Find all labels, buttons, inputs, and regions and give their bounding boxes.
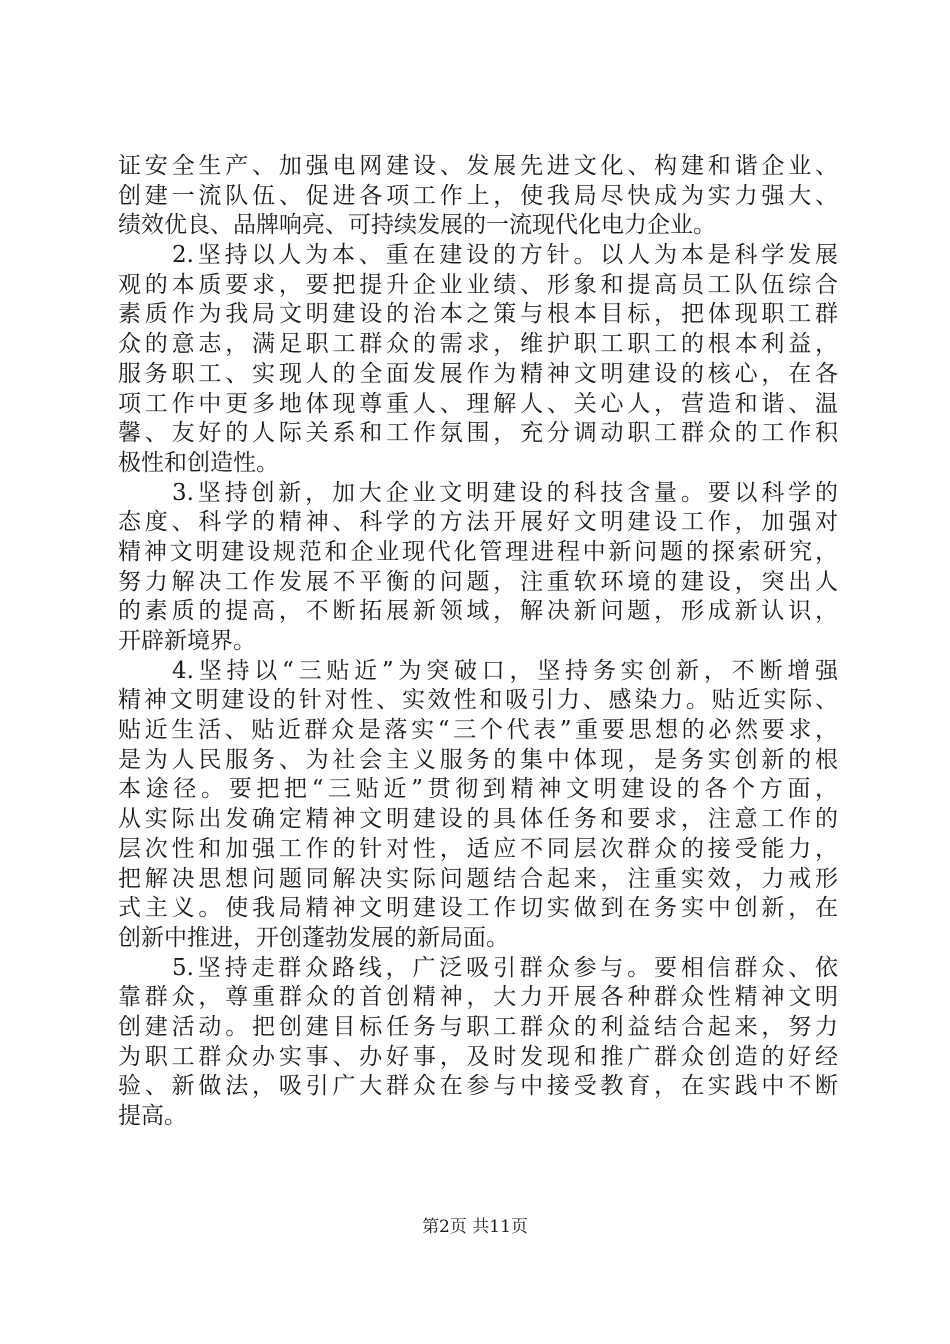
text-line: 态度、科学的精神、科学的方法开展好文明建设工作，加强对 xyxy=(118,509,838,536)
text-line: 的素质的提高，不断拓展新领域，解决新问题，形成新认识， xyxy=(118,598,838,625)
text-line: 众的意志，满足职工群众的需求，维护职工职工的根本利益， xyxy=(118,331,838,358)
text-line: 精神文明建设的针对性、实效性和吸引力、感染力。贴近实际、 xyxy=(118,687,838,714)
text-line: 靠群众，尊重群众的首创精神，大力开展各种群众性精神文明 xyxy=(118,984,838,1011)
text-line: 式主义。使我局精神文明建设工作切实做到在务实中创新，在 xyxy=(118,895,838,922)
text-line: 是为人民服务、为社会主义服务的集中体现，是务实创新的根 xyxy=(118,746,838,773)
page-footer: 第2页 共11页 xyxy=(422,1217,528,1237)
text-line: 本途径。要把把“三贴近”贯彻到精神文明建设的各个方面， xyxy=(118,776,838,803)
text-line: 开辟新境界。 xyxy=(118,628,256,654)
text-line: 观的本质要求，要把提升企业业绩、形象和提高员工队伍综合 xyxy=(118,271,838,298)
text-line: 把解决思想问题同解决实际问题结合起来，注重实效，力戒形 xyxy=(118,865,838,892)
text-line: 为职工群众办实事、办好事，及时发现和推广群众创造的好经 xyxy=(118,1043,838,1070)
text-line: 贴近生活、贴近群众是落实“三个代表”重要思想的必然要求， xyxy=(118,717,838,744)
text-line: 5.坚持走群众路线，广泛吸引群众参与。要相信群众、依 xyxy=(172,954,838,981)
text-line: 创新中推进，开创蓬勃发展的新局面。 xyxy=(118,924,509,951)
text-line: 验、新做法，吸引广大群众在参与中接受教育，在实践中不断 xyxy=(118,1073,838,1100)
text-line: 极性和创造性。 xyxy=(118,449,279,476)
text-line: 提高。 xyxy=(118,1103,187,1129)
text-line: 3.坚持创新，加大企业文明建设的科技含量。要以科学的 xyxy=(172,479,838,506)
text-line: 精神文明建设规范和企业现代化管理进程中新问题的探索研究， xyxy=(118,538,838,565)
text-line: 努力解决工作发展不平衡的问题，注重软环境的建设，突出人 xyxy=(118,568,838,595)
text-line: 绩效优良、品牌响亮、可持续发展的一流现代化电力企业。 xyxy=(118,212,716,239)
text-line: 馨、友好的人际关系和工作氛围，充分调动职工群众的工作积 xyxy=(118,420,838,447)
text-line: 创建活动。把创建目标任务与职工群众的利益结合起来，努力 xyxy=(118,1013,838,1040)
text-line: 素质作为我局文明建设的治本之策与根本目标，把体现职工群 xyxy=(118,301,838,328)
text-line: 从实际出发确定精神文明建设的具体任务和要求，注意工作的 xyxy=(118,806,838,833)
document-body xyxy=(118,152,838,1132)
text-line: 创建一流队伍、促进各项工作上，使我局尽快成为实力强大、 xyxy=(118,182,838,209)
text-line: 层次性和加强工作的针对性，适应不同层次群众的接受能力， xyxy=(118,835,838,862)
text-line: 证安全生产、加强电网建设、发展先进文化、构建和谐企业、 xyxy=(118,153,838,179)
text-line: 项工作中更多地体现尊重人、理解人、关心人，营造和谐、温 xyxy=(118,390,838,417)
text-line: 服务职工、实现人的全面发展作为精神文明建设的核心，在各 xyxy=(118,360,838,387)
text-line: 4.坚持以“三贴近”为突破口，坚持务实创新，不断增强 xyxy=(172,657,838,684)
text-line: 2.坚持以人为本、重在建设的方针。以人为本是科学发展 xyxy=(172,242,838,269)
